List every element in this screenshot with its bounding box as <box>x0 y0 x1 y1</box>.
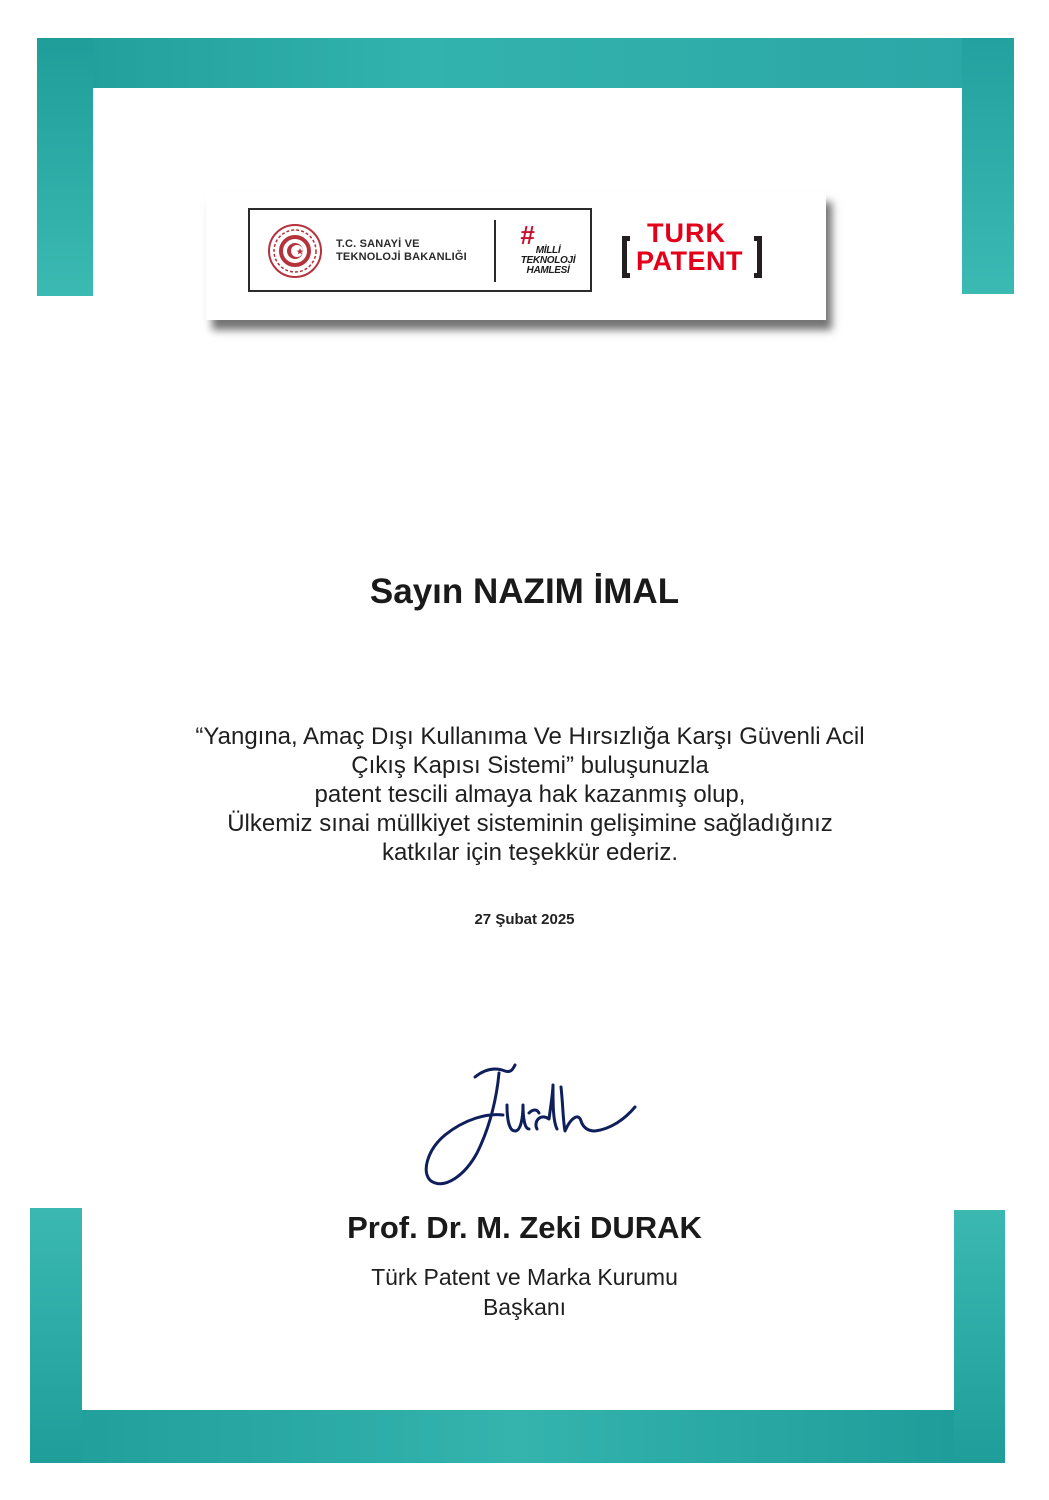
body-line: “Yangına, Amaç Dışı Kullanıma Ve Hırsızlığa Karşı Güvenli Acil <box>195 723 865 750</box>
body-line: patent tescili almaya hak kazanmış olup, <box>314 781 746 808</box>
ministry-name: T.C. SANAYİ VE TEKNOLOJİ BAKANLIĞI <box>336 238 467 263</box>
frame-bottom-right <box>954 1210 1005 1463</box>
signatory-title-line2: Başkanı <box>482 1294 567 1320</box>
turk-patent-word2: PATENT <box>636 246 743 276</box>
signatory-name: Prof. Dr. M. Zeki DURAK <box>347 1210 702 1245</box>
body-line: Çıkış Kapısı Sistemi” buluşunuzla <box>351 752 709 779</box>
signatory-title-line1: Türk Patent ve Marka Kurumu <box>371 1264 678 1290</box>
bracket-right-icon <box>754 236 762 278</box>
frame-top-bar <box>37 38 1012 88</box>
ministry-seal-icon <box>266 222 324 280</box>
signatory-title <box>0 1262 1049 1322</box>
certificate-date: 27 Şubat 2025 <box>474 911 575 928</box>
frame-bottom-bar <box>30 1410 1005 1463</box>
milli-text: MİLLİ TEKNOLOJİ HAMLESİ <box>520 245 576 276</box>
body-line: Ülkemiz sınai müllkiyet sisteminin gelişimine sağladığınız <box>227 810 833 837</box>
signature-icon <box>415 1055 645 1195</box>
ministry-logo-box <box>248 208 592 292</box>
recipient-name: Sayın NAZIM İMAL <box>369 572 680 611</box>
logo-card <box>206 192 826 320</box>
turk-patent-word1: TURK <box>647 218 726 248</box>
bracket-left-icon <box>622 236 630 278</box>
certificate-body <box>130 722 930 867</box>
logo-divider <box>494 220 496 282</box>
milli-hash: # <box>520 220 535 250</box>
milli-teknoloji-logo <box>508 220 584 282</box>
frame-top-left <box>37 38 93 296</box>
frame-bottom-left <box>30 1208 82 1463</box>
turk-patent-logo <box>622 214 762 286</box>
frame-top-right <box>962 38 1014 294</box>
body-line: katkılar için teşekkür ederiz. <box>381 839 679 866</box>
